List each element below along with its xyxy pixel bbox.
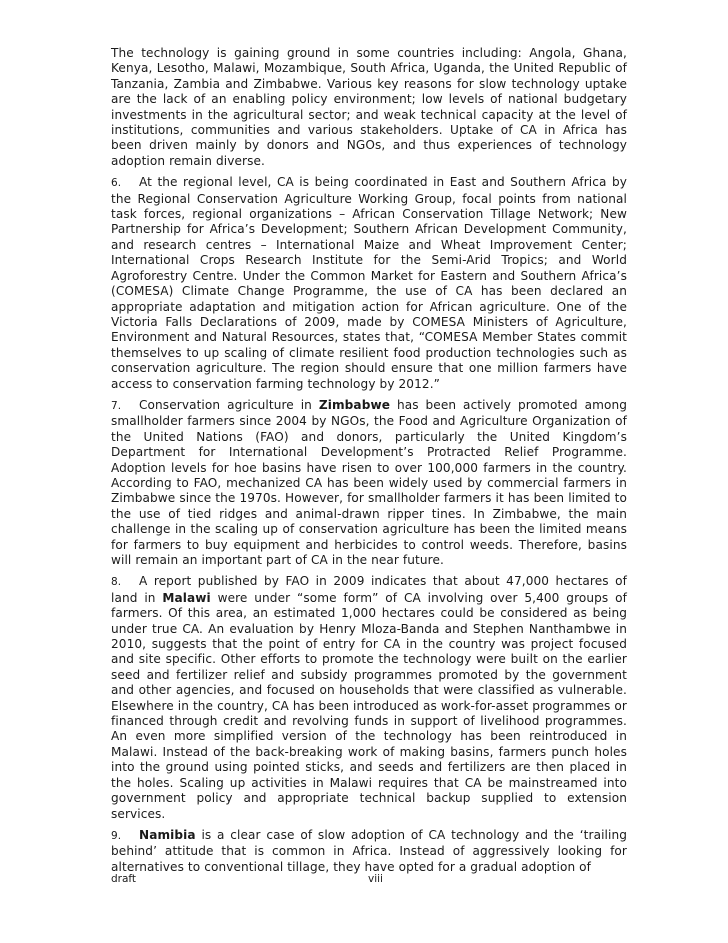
page-footer — [111, 873, 627, 887]
paragraph — [111, 46, 627, 169]
paragraph-number: 7. — [111, 399, 122, 412]
paragraph-number: 6. — [111, 177, 122, 190]
paragraph — [111, 828, 627, 875]
paragraph-text: At the regional level, CA is being coordinated in East and Southern Africa by the Regional Conservation Agriculture Working Group, focal points from national task forces, regional organizations – African Conservation Tillage Network; New Partnership for Africa’s Development; Southern African Development Community, and research centres – International Maize and Wheat Improvement Center; International Crops Research Institute for the Semi-Arid Tropics; and World Agroforestry Centre. Under the Common Market for Eastern and Southern Africa’s (COMESA) Climate Change Programme, the use of CA has been declared an appropriate adaptation and mitigation action for African agriculture. One of the Victoria Falls Declarations of 2009, made by COMESA Ministers of Agriculture, Environment and Natural Resources, states that, “COMESA Member States commit themselves to up scaling of climate resilient food production technologies such as conservation agriculture. The region should ensure that one million farmers have access to conservation farming technology by 2012.” — [111, 175, 627, 391]
paragraph-text: Conservation agriculture in — [139, 397, 319, 412]
country-name: Namibia — [139, 827, 196, 842]
paragraph-text: The technology is gaining ground in some countries including: Angola, Ghana, Kenya, Lesotho, Malawi, Mozambique, South Africa, Uganda, the United Republic of Tanzania, Zambia and Zimbabwe. Various key reasons for slow technology uptake are the lack of an enabling policy environment; low levels of national budgetary investments in the agricultural sector; and weak technical capacity at the level of institutions, communities and various stakeholders. Uptake of CA in Africa has been driven mainly by donors and NGOs, and thus experiences of technology adoption remain diverse. — [111, 46, 627, 168]
paragraph — [111, 398, 627, 568]
paragraph — [111, 574, 627, 822]
paragraph-text: is a clear case of slow adoption of CA technology and the ‘trailing behind’ attitude that is common in Africa. Instead of aggressively looking for alternatives to conventional tillage, they have opted for a gradual adoption of — [111, 827, 627, 874]
country-name: Zimbabwe — [318, 397, 391, 412]
paragraph — [111, 175, 627, 392]
paragraph-text: were under “some form” of CA involving over 5,400 groups of farmers. Of this area, an estimated 1,000 hectares could be considered as being under true CA. An evaluation by Henry Mloza-Banda and Stephen Nanthambwe in 2010, suggests that the point of entry for CA in the country was project focused and site specific. Other efforts to promote the technology were built on the earlier seed and fertilizer relief and subsidy programmes promoted by the government and other agencies, and focused on households that were classified as vulnerable. Elsewhere in the country, CA has been introduced as work-for-asset programmes or financed through credit and revolving funds in support of livelihood programmes. An even more simplified version of the technology has been reintroduced in Malawi. Instead of the back-breaking work of making basins, farmers punch holes into the ground using pointed sticks, and seeds and fertilizers are then placed in the holes. Scaling up activities in Malawi requires that CA be mainstreamed into government policy and appropriate technical backup supplied to extension services. — [111, 590, 627, 821]
body-text — [111, 46, 627, 881]
footer-draft-label: draft — [111, 873, 137, 885]
paragraph-number: 9. — [111, 829, 122, 842]
paragraph-text: has been actively promoted among smallholder farmers since 2004 by NGOs, the Food and Agriculture Organization of the United Nations (FAO) and donors, particularly the United Kingdom’s Department for International Development’s Protracted Relief Programme. Adoption levels for hoe basins have risen to over 100,000 farmers in the country. According to FAO, mechanized CA has been widely used by commercial farmers in Zimbabwe since the 1970s. However, for smallholder farmers it has been limited to the use of tied ridges and animal-drawn ripper tines. In Zimbabwe, the main challenge in the scaling up of conservation agriculture has been the limited means for farmers to buy equipment and herbicides to control weeds. Therefore, basins will remain an important part of CA in the near future. — [111, 397, 627, 567]
paragraph-text: A report published by FAO in 2009 indicates that about 47,000 hectares of land in — [111, 574, 627, 605]
page-number: viii — [368, 873, 383, 885]
paragraph-number: 8. — [111, 576, 122, 589]
country-name: Malawi — [162, 590, 211, 605]
